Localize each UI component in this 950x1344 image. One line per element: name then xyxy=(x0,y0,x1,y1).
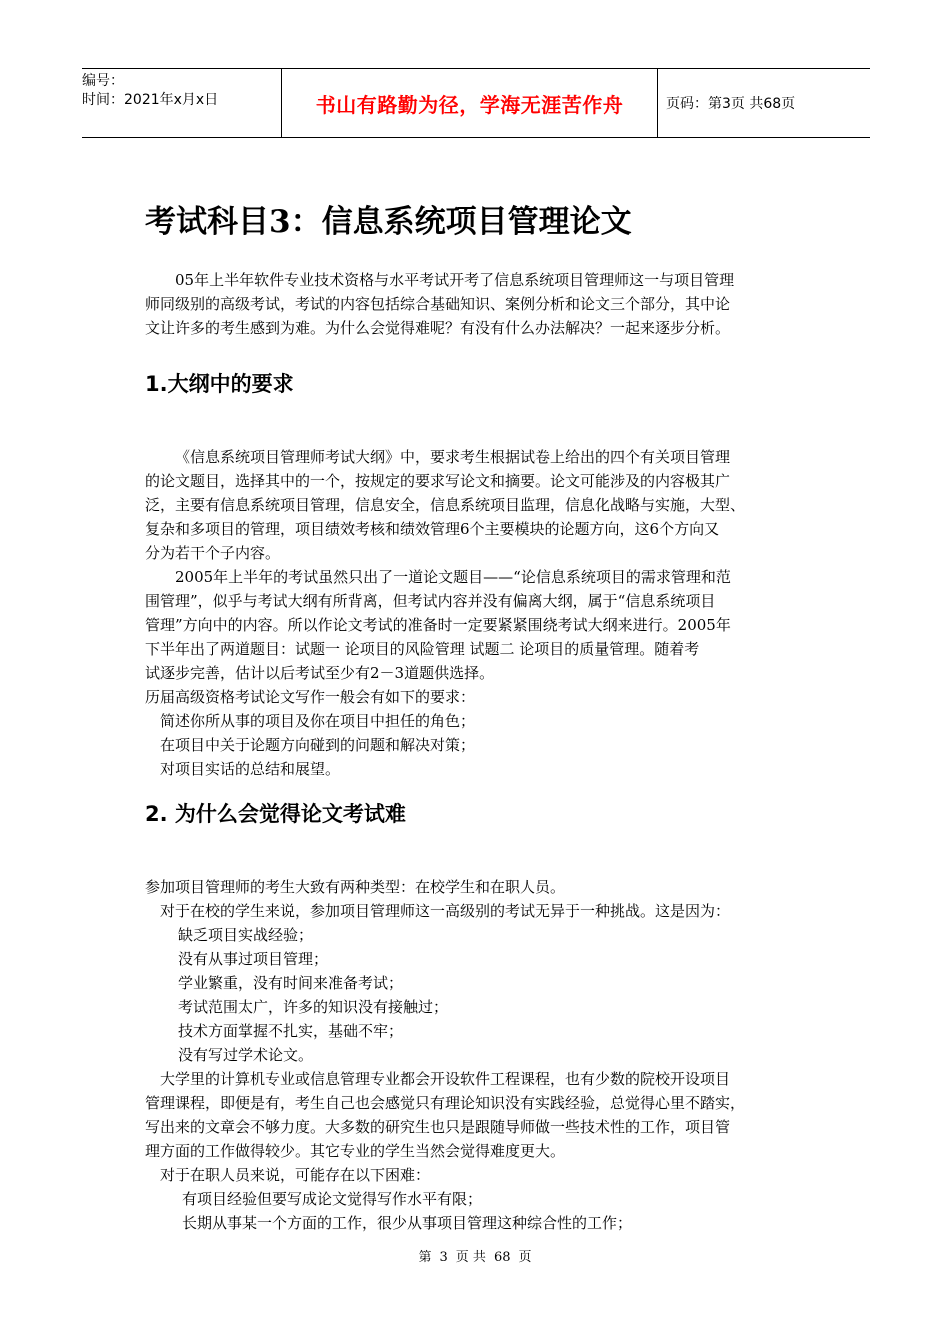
page-footer xyxy=(0,1246,950,1265)
header-motto: 书山有路勤为径，学海无涯苦作舟 xyxy=(282,69,658,137)
header-meta-cell xyxy=(82,69,282,137)
body-line: 2005年上半年的考试虽然只出了一道论文题目——“论信息系统项目的需求管理和范 xyxy=(175,568,731,586)
document-number-label: 编号： xyxy=(82,73,124,89)
document-time-label: 时间：2021年x月x日 xyxy=(82,92,219,108)
intro-line: 文让许多的考生感到为难。为什么会觉得难呢？有没有什么办法解决？一起来逐步分析。 xyxy=(145,319,731,337)
body-line: 泛，主要有信息系统项目管理，信息安全，信息系统项目监理，信息化战略与实施，大型、 xyxy=(145,496,746,514)
intro-line: 05年上半年软件专业技术资格与水平考试开考了信息系统项目管理师这一与项目管理 xyxy=(175,271,735,289)
list-item: 技术方面掌握不扎实，基础不牢； xyxy=(178,1022,404,1040)
list-item: 简述你所从事的项目及你在项目中担任的角色； xyxy=(160,712,476,730)
document-title: 考试科目3：信息系统项目管理论文 xyxy=(145,204,632,240)
body-line: 下半年出了两道题目：试题一 论项目的风险管理 试题二 论项目的质量管理。随着考 xyxy=(145,640,700,658)
footer-page-number: 3 xyxy=(439,1250,448,1265)
body-line: 试逐步完善，估计以后考试至少有2－3道题供选择。 xyxy=(145,664,495,682)
body-line: 围管理”，似乎与考试大纲有所背离，但考试内容并没有偏离大纲，属于“信息系统项目 xyxy=(145,592,716,610)
body-line: 分为若干个子内容。 xyxy=(145,544,281,562)
body-line: 《信息系统项目管理师考试大纲》中，要求考生根据试卷上给出的四个有关项目管理 xyxy=(175,448,731,466)
section-1-heading: 1.大纲中的要求 xyxy=(145,372,294,396)
list-item: 在项目中关于论题方向碰到的问题和解决对策； xyxy=(160,736,476,754)
list-item: 没有写过学术论文。 xyxy=(178,1046,314,1064)
body-line: 写出来的文章会不够力度。大多数的研究生也只是跟随导师做一些技术性的工作，项目管 xyxy=(145,1118,731,1136)
body-line: 历届高级资格考试论文写作一般会有如下的要求： xyxy=(145,688,476,706)
list-item: 没有从事过项目管理； xyxy=(178,950,329,968)
list-item: 有项目经验但要写成论文觉得写作水平有限； xyxy=(182,1190,483,1208)
body-line: 的论文题目，选择其中的一个，按规定的要求写论文和摘要。论文可能涉及的内容极其广 xyxy=(145,472,731,490)
body-line: 对于在校的学生来说，参加项目管理师这一高级别的考试无异于一种挑战。这是因为： xyxy=(160,902,731,920)
list-item: 学业繁重，没有时间来准备考试； xyxy=(178,974,404,992)
section-2-heading: 2. 为什么会觉得论文考试难 xyxy=(145,802,406,826)
list-item: 缺乏项目实战经验； xyxy=(178,926,314,944)
body-line: 参加项目管理师的考生大致有两种类型：在校学生和在职人员。 xyxy=(145,878,566,896)
list-item: 长期从事某一个方面的工作，很少从事项目管理这种综合性的工作； xyxy=(182,1214,633,1232)
body-line: 管理课程，即便是有，考生自己也会感觉只有理论知识没有实践经验，总觉得心里不踏实， xyxy=(145,1094,746,1112)
footer-page-prefix: 第 xyxy=(418,1250,432,1265)
footer-page-total: 68 xyxy=(493,1250,511,1265)
list-item: 考试范围太广，许多的知识没有接触过； xyxy=(178,998,449,1016)
header-table xyxy=(82,68,870,138)
intro-line: 师同级别的高级考试，考试的内容包括综合基础知识、案例分析和论文三个部分，其中论 xyxy=(145,295,731,313)
footer-page-mid: 页 共 xyxy=(455,1250,486,1265)
body-line: 复杂和多项目的管理，项目绩效考核和绩效管理6个主要模块的论题方向，这6个方向又 xyxy=(145,520,720,538)
header-page-info: 页码：第3页 共68页 xyxy=(666,96,796,112)
list-item: 对项目实话的总结和展望。 xyxy=(160,760,341,778)
body-line: 理方面的工作做得较少。其它专业的学生当然会觉得难度更大。 xyxy=(145,1142,566,1160)
body-line: 大学里的计算机专业或信息管理专业都会开设软件工程课程，也有少数的院校开设项目 xyxy=(160,1070,731,1088)
body-line: 对于在职人员来说，可能存在以下困难： xyxy=(160,1166,431,1184)
footer-page-suffix: 页 xyxy=(518,1250,532,1265)
body-line: 管理”方向中的内容。所以作论文考试的准备时一定要紧紧围绕考试大纲来进行。2005年 xyxy=(145,616,731,634)
